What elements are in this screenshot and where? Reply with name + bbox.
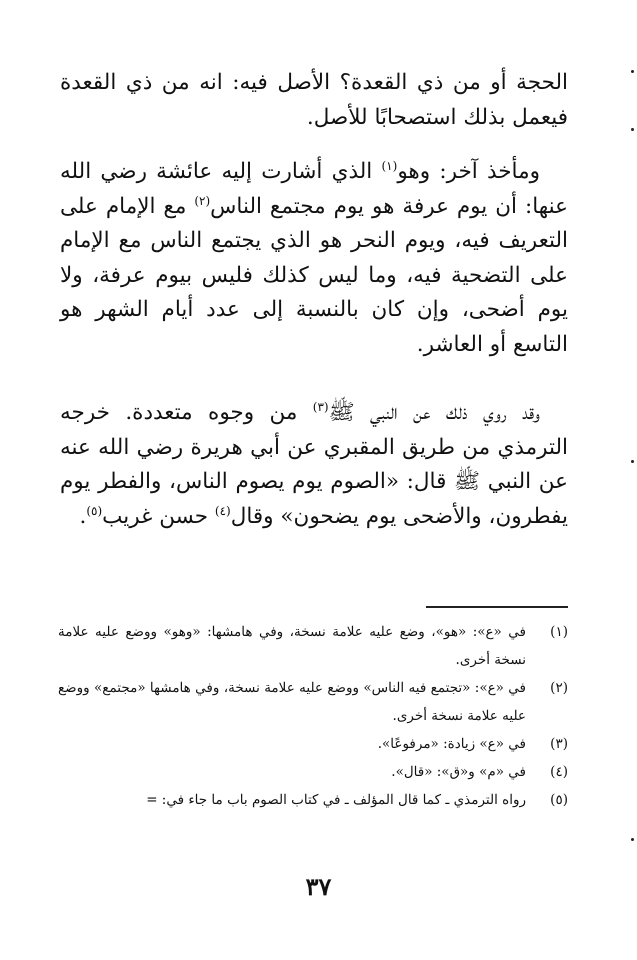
footnote-text: في «م» و«ق»: «قال».	[391, 764, 526, 780]
footnote-3	[58, 730, 568, 758]
footnote-5	[58, 786, 568, 814]
footnote-ref-4: (٤)	[214, 503, 231, 518]
paragraph-2-text-c: مع الإمام على التعريف فيه، ويوم النحر هو الذي يجتمع الناس مع الإمام على التضحية فيه، وما ليس كذلك فليس بيوم عرفة، ولا يوم أضحى، وإن كان بالنسبة إلى عدد أيام الشهر هو التاسع أو العاشر.	[60, 193, 568, 357]
footnote-number: (٣)	[550, 736, 568, 752]
footnote-ref-2: (٢)	[194, 193, 211, 208]
footnote-number: (٤)	[550, 764, 568, 780]
paragraph-3-text-b: من وجوه متعددة. خرجه الترمذي من طريق المقبري عن أبي هريرة رضي الله عنه عن النبي ﷺ قال: «الصوم يوم يصوم الناس، والفطر يوم يفطرون، والأضحى يوم يضحون» وقال	[60, 400, 568, 529]
paragraph-1	[60, 66, 568, 135]
scan-speck	[631, 70, 634, 73]
paragraph-2-text-b: الذي أشارت إليه عائشة رضي الله عنها: أن يوم عرفة هو يوم مجتمع الناس	[60, 159, 568, 219]
paragraph-1-text: الحجة أو من ذي القعدة؟ الأصل فيه: انه من ذي القعدة فيعمل بذلك استصحابًا للأصل.	[60, 70, 568, 130]
paragraph-3-text-d: .	[79, 503, 87, 529]
paragraph-3	[60, 396, 568, 534]
footnote-text: في «ع»: «تجتمع فيه الناس» ووضع عليه علامة نسخة، وفي هامشها «مجتمع» ووضع عليه علامة نسخة أخرى.	[58, 680, 526, 724]
footnote-text: في «ع»: «هو»، وضع عليه علامة نسخة، وفي هامشها: «وهو» ووضع عليه علامة نسخة أخرى.	[58, 624, 526, 668]
paragraph-3-text-c: حسن غريب	[102, 503, 215, 529]
footnote-ref-3: (٣)	[312, 399, 329, 414]
paragraph-3-text-a: وقد روي ذلك عن النبي ﷺ	[328, 400, 541, 425]
scan-speck	[631, 838, 634, 841]
scan-speck	[631, 128, 634, 131]
footnote-number: (٥)	[550, 792, 568, 808]
footnote-separator	[426, 606, 568, 608]
footnote-4	[58, 758, 568, 786]
footnotes	[58, 618, 568, 814]
footnote-text: في «ع» زيادة: «مرفوعًا».	[377, 736, 526, 752]
footnote-number: (١)	[550, 624, 568, 640]
footnote-ref-5: (٥)	[86, 503, 103, 518]
footnote-2	[58, 674, 568, 730]
paragraph-2-text-a: ومأخذ آخر: وهو	[397, 159, 540, 184]
footnote-text: رواه الترمذي ـ كما قال المؤلف ـ في كتاب الصوم باب ما جاء في: =	[146, 792, 526, 808]
footnote-1	[58, 618, 568, 674]
page-number: ٣٧	[305, 872, 332, 901]
footnote-number: (٢)	[550, 680, 568, 696]
footnote-ref-1: (١)	[381, 158, 398, 173]
scan-speck	[631, 460, 634, 463]
paragraph-2	[60, 155, 568, 362]
